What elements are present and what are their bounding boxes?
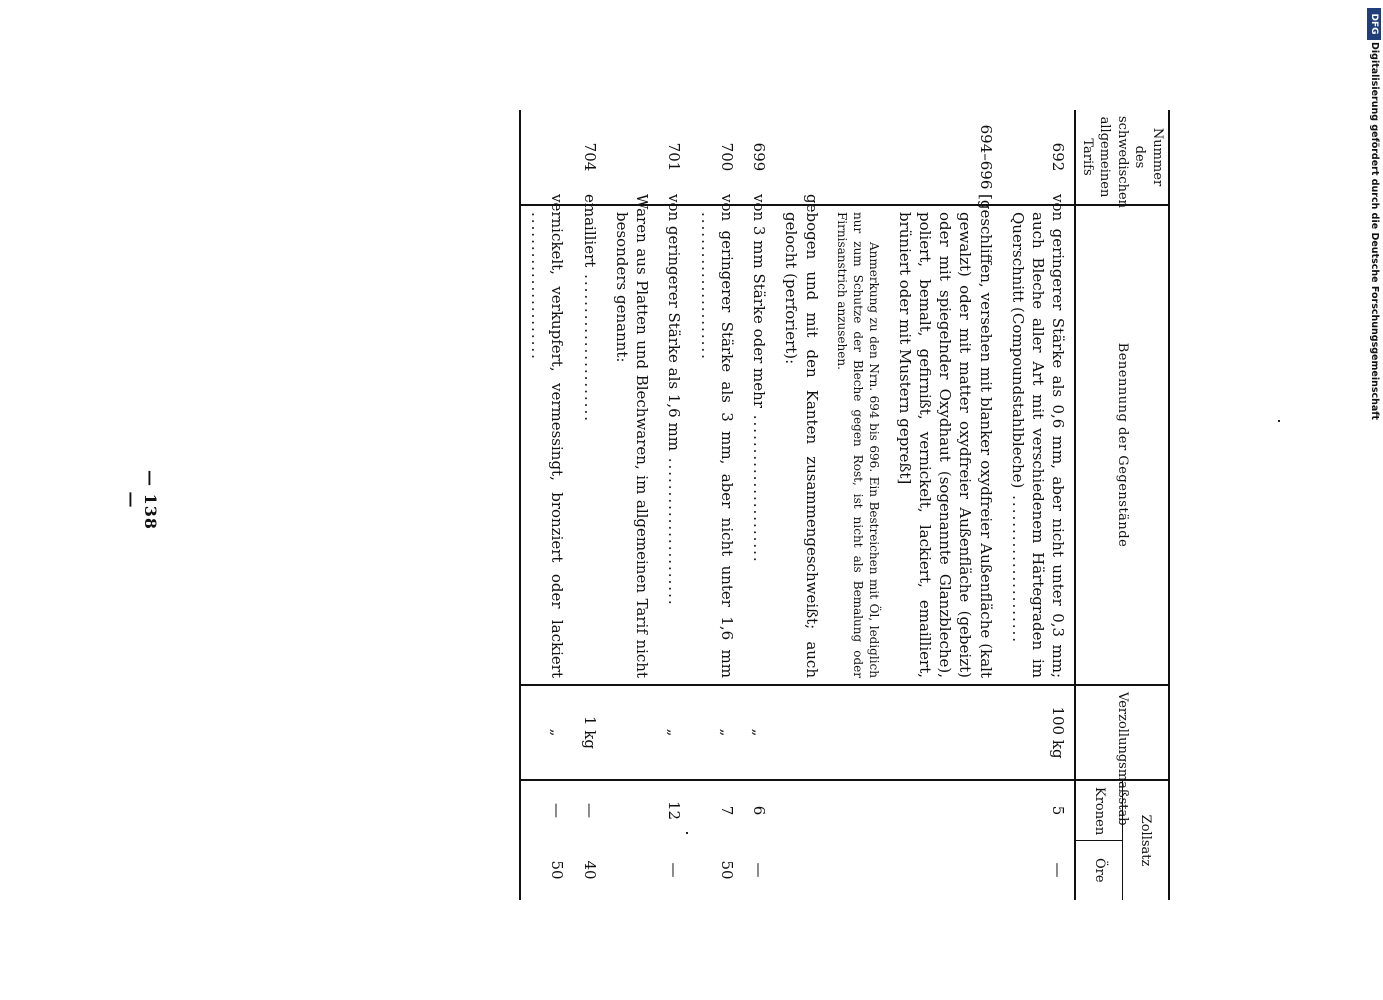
- row-number: [520, 110, 574, 205]
- row-unit: „: [658, 685, 690, 780]
- row-ore: —: [1049, 862, 1068, 878]
- header-duty: Zollsatz: [1122, 780, 1169, 900]
- row-kronen: [606, 780, 659, 840]
- table-row: [573, 110, 605, 900]
- row-description: [573, 194, 605, 685]
- row-number: [606, 110, 659, 205]
- row-description-text: vernickelt, verkupfert, vermessingt, bronziert oder lackiert: [548, 194, 567, 678]
- row-kronen: 7: [717, 805, 736, 816]
- table-row: [743, 110, 775, 900]
- row-unit: „: [520, 685, 574, 780]
- row-ore: [828, 840, 889, 900]
- row-number: 692: [1002, 110, 1076, 205]
- row-ore: [888, 840, 1001, 900]
- tariff-table-frame: [260, 110, 1170, 900]
- table-row: [775, 110, 828, 900]
- header-unit: Verzollungsmaßstab: [1075, 685, 1169, 780]
- row-description: [geschliffen, versehen mit blanker oxydfreier Außenfläche (kalt gewalzt) oder mit matter oxydfreier Außenfläche (gebeizt) oder mit spiegelnder Oxydhaut (sogenannte Glanzbleche), poliert, bemalt, gefirnißt, vernickelt, lackiert, emailliert, brüniert oder mit Mustern gepreßt]: [888, 205, 1001, 685]
- row-unit: „: [690, 685, 743, 780]
- row-description-text: von geringerer Stärke als 1,6 mm: [665, 194, 684, 451]
- table-row: [1002, 110, 1076, 900]
- row-number: 704: [573, 110, 605, 205]
- row-kronen: —: [580, 803, 599, 818]
- page-number: — 138 —: [122, 470, 160, 530]
- dfg-logo-text: DFG: [1369, 13, 1379, 35]
- row-ore: —: [665, 862, 684, 878]
- row-kronen: [888, 780, 1001, 840]
- row-number: 701: [658, 110, 690, 205]
- table-row: [520, 110, 574, 900]
- dfg-credit-text: Digitalisierung gefördert durch die Deutsche Forschungsgemeinschaft: [1369, 42, 1380, 420]
- row-unit: [888, 685, 1001, 780]
- row-description: Waren aus Platten und Blechwaren, im allgemeinen Tarif nicht besonders genannt:: [606, 205, 659, 685]
- row-unit: 100 kg: [1002, 685, 1076, 780]
- row-unit: 1 kg: [573, 685, 605, 780]
- row-ore: [775, 840, 828, 900]
- header-number: Nummer des schwedischen allgemeinen Tarifs: [1075, 110, 1169, 205]
- row-ore: 40: [580, 860, 599, 880]
- row-description-text: von 3 mm Stärke oder mehr: [750, 194, 769, 408]
- row-number: 699: [743, 110, 775, 205]
- row-note: Anmerkung zu den Nrn. 694 bis 696. Ein Bestreichen mit Öl, lediglich nur zum Schutze der Bleche gegen Rost, ist nicht als Bemalung oder Firnisanstrich anzusehen.: [828, 205, 889, 685]
- row-number: [828, 110, 889, 205]
- table-row: [606, 110, 659, 900]
- row-description: [690, 194, 743, 685]
- row-kronen: 5: [1049, 805, 1068, 816]
- row-ore: [606, 840, 659, 900]
- row-description: [1002, 194, 1076, 685]
- row-kronen: [828, 780, 889, 840]
- row-description-text: emailliert: [580, 194, 599, 268]
- table-row: [690, 110, 743, 900]
- row-number: 694–696: [888, 110, 1001, 205]
- table-row: [888, 110, 1001, 900]
- speck: [1278, 420, 1280, 422]
- row-description: [743, 194, 775, 685]
- row-description: gebogen und mit den Kanten zusammengeschweißt; auch gelocht (perforiert):: [775, 205, 828, 685]
- table-row: [828, 110, 889, 900]
- row-number: [775, 110, 828, 205]
- row-description-text: von geringerer Stärke als 0,6 mm, aber nicht unter 0,3 mm; auch Bleche aller Art mit verschiedenem Härtegraden im Querschnitt (Compoundstahlbleche): [1008, 194, 1068, 678]
- table-row: [658, 110, 690, 900]
- row-unit: „: [743, 685, 775, 780]
- dfg-logo: [1367, 8, 1381, 40]
- tariff-table: [519, 110, 1170, 900]
- row-ore: 50: [717, 860, 736, 880]
- row-number: 700: [690, 110, 743, 205]
- header-kronen: Kronen: [1075, 780, 1122, 840]
- row-unit: [606, 685, 659, 780]
- header-description: Benennung der Gegenstände: [1075, 205, 1169, 685]
- row-kronen: —: [520, 780, 574, 840]
- row-description-text: von geringerer Stärke als 3 mm, aber nicht unter 1,6 mm: [717, 194, 736, 678]
- row-description: [658, 194, 690, 685]
- row-unit: [775, 685, 828, 780]
- row-kronen: [775, 780, 828, 840]
- row-ore: 50: [520, 840, 574, 900]
- header-ore: Öre: [1075, 840, 1122, 900]
- row-ore: —: [750, 862, 769, 878]
- row-unit: [828, 685, 889, 780]
- row-kronen: 6: [750, 805, 769, 816]
- row-kronen: 12: [665, 800, 684, 821]
- row-description: [520, 194, 574, 685]
